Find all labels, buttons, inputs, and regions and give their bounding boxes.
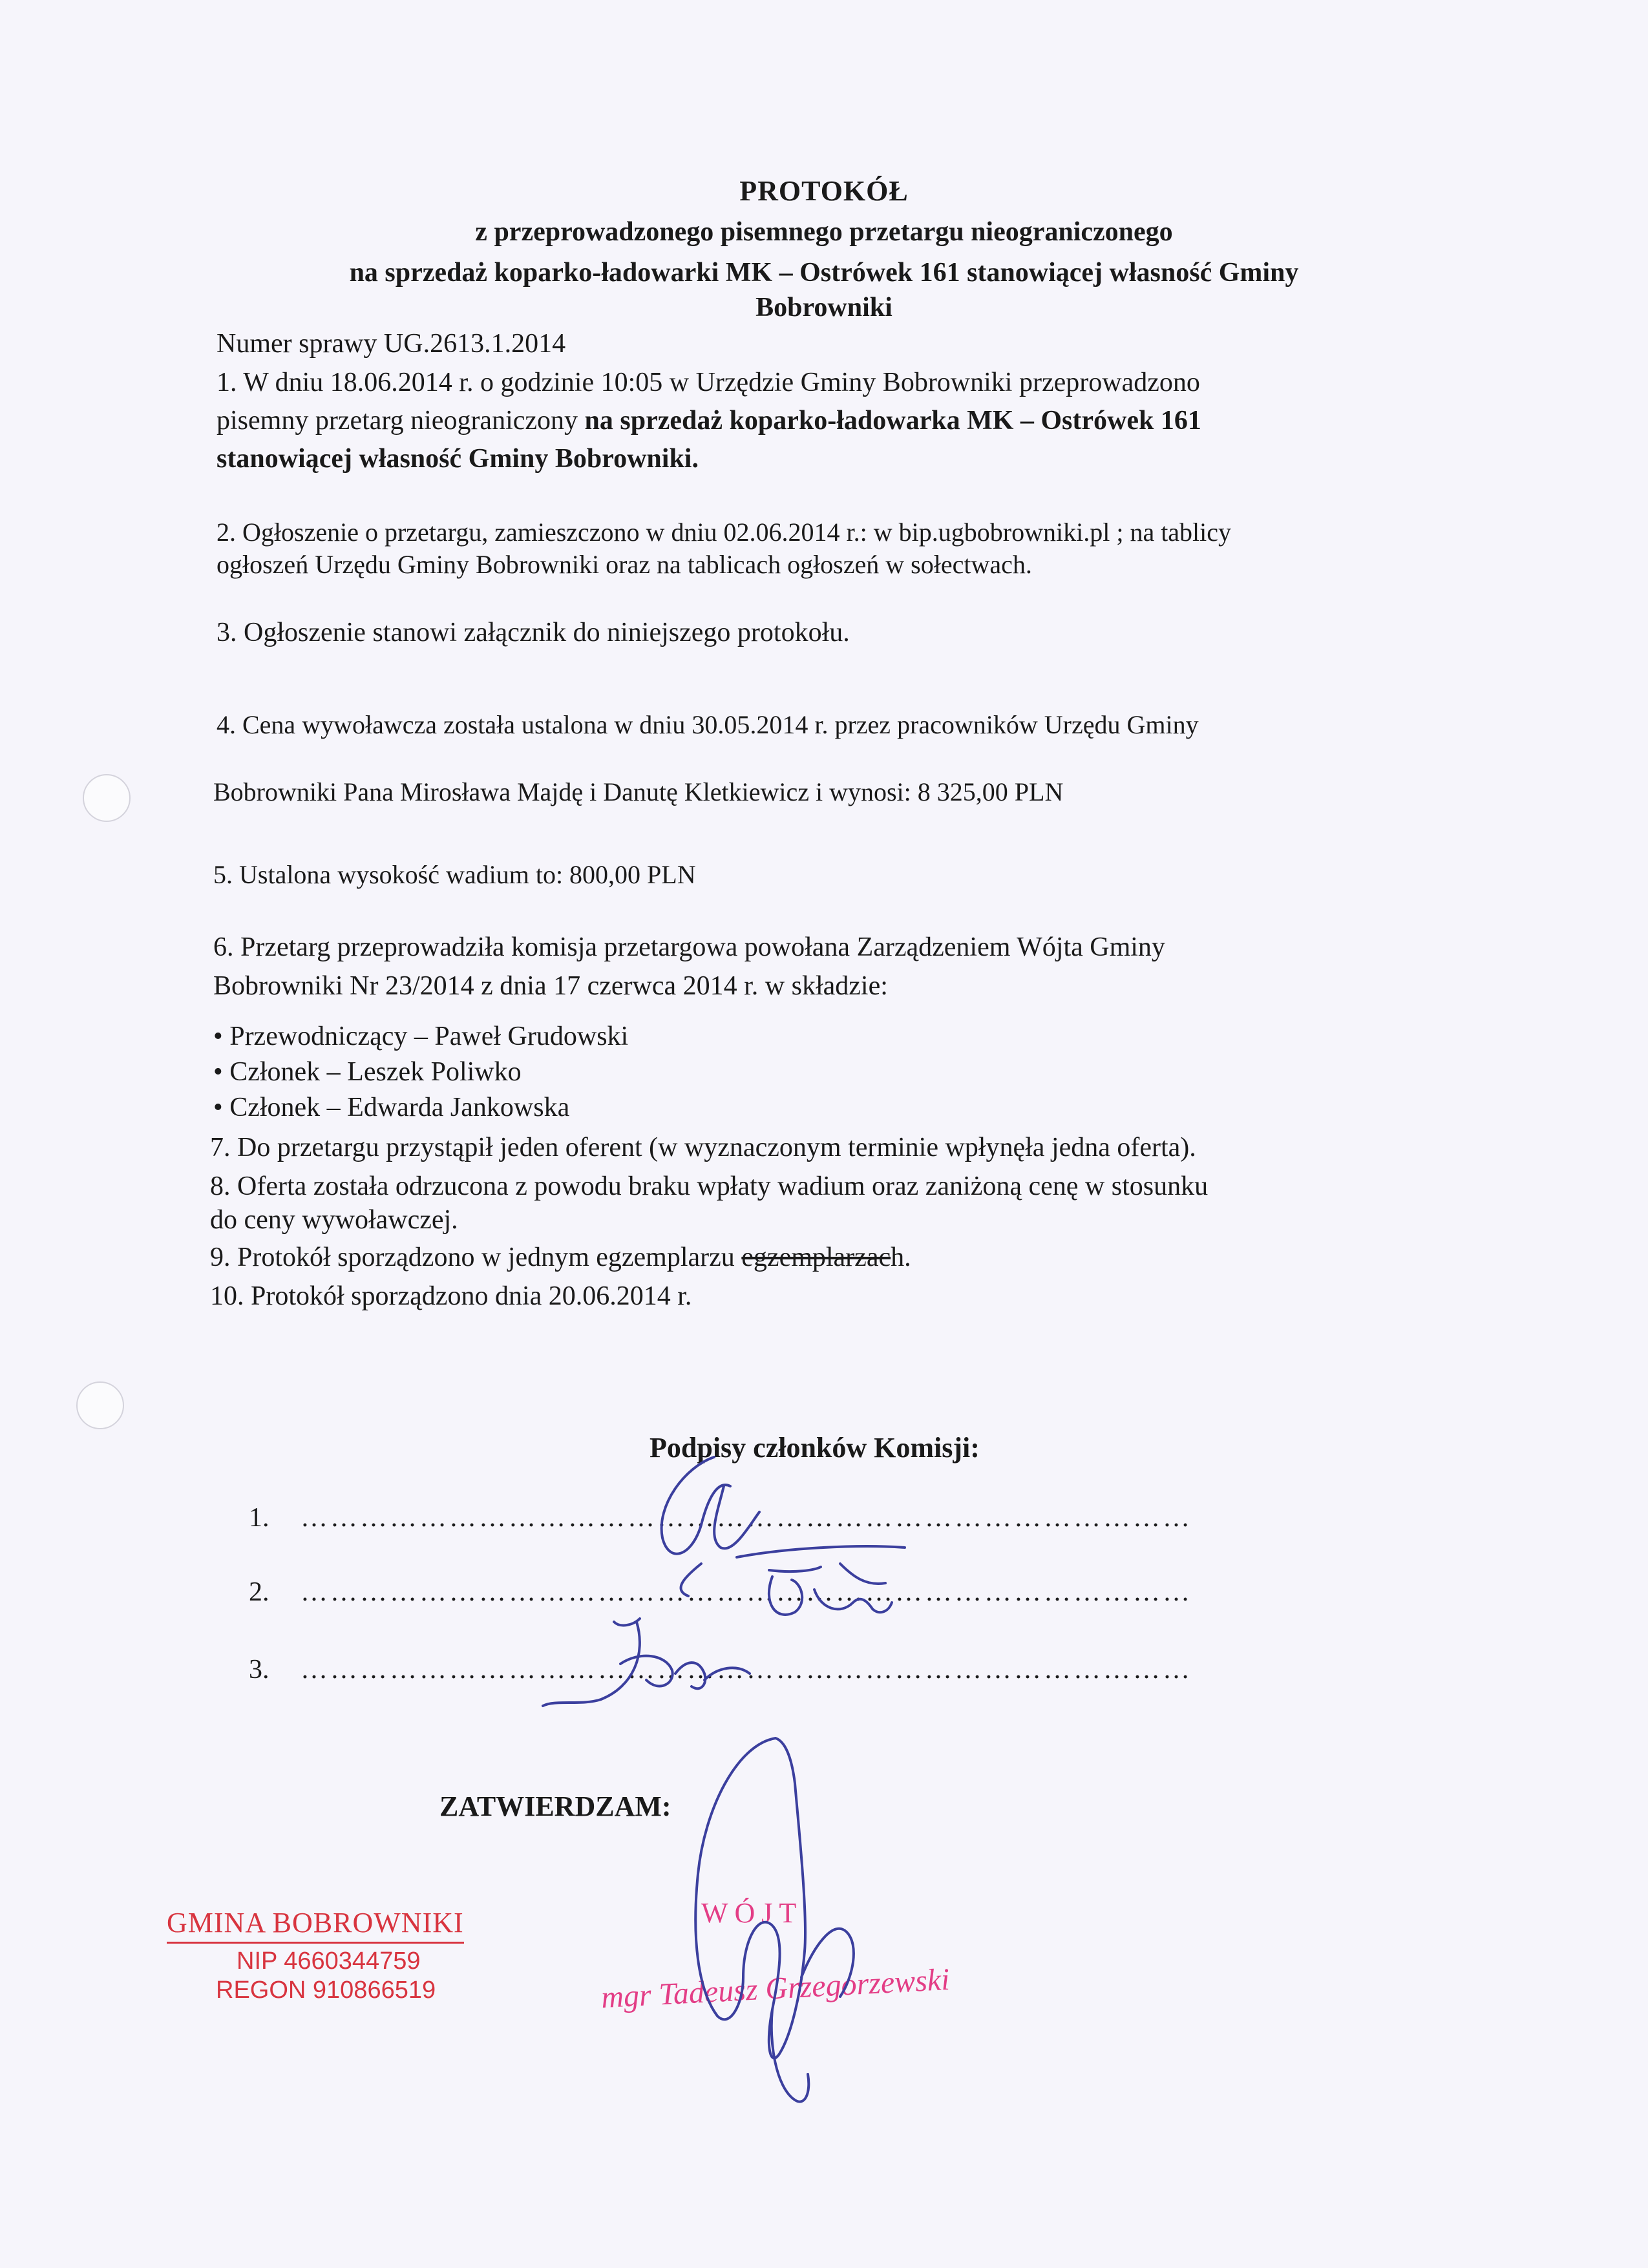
signature-line-2-number: 2. [249,1577,269,1607]
signature-line-3-dots: ……………………………………………………………………………… [301,1655,1192,1685]
item-9-struck-word: egzemplarzac [741,1243,891,1272]
item-8-line1: 8. Oferta została odrzucona z powodu braku wpłaty wadium oraz zaniżoną cenę w stosunku [210,1171,1209,1201]
member-2: • Członek – Leszek Poliwko [213,1057,522,1087]
stamp-regon: REGON 910866519 [216,1977,436,2004]
signature-line-2-dots: ……………………………………………………………………………… [301,1577,1192,1607]
item-1-line2-bold: na sprzedaż koparko-ładowarka MK – Ostrówek 161 [584,406,1201,436]
signature-3 [543,1619,750,1706]
mayor-stamp-name: mgr Tadeusz Grzegorzewski [600,1962,951,2015]
item-5: 5. Ustalona wysokość wadium to: 800,00 PLN [213,860,696,889]
stamp-nip: NIP 4660344759 [237,1948,421,1975]
item-1-line1: 1. W dniu 18.06.2014 r. o godzinie 10:05 w Urzędzie Gminy Bobrowniki przeprowadzono [217,368,1200,397]
item-10: 10. Protokół sporządzono dnia 20.06.2014 r. [210,1281,692,1311]
item-1-line2-text: pisemny przetarg nieograniczony [217,406,585,436]
item-3: 3. Ogłoszenie stanowi załącznik do niniejszego protokołu. [217,618,850,647]
item-6-line1: 6. Przetarg przeprowadziła komisja przetargowa powołana Zarządzeniem Wójta Gminy [213,932,1165,962]
signature-line-3-number: 3. [249,1655,269,1685]
mayor-signature [695,1738,854,2102]
stamp-municipality-name: GMINA BOBROWNIKI [167,1906,464,1944]
item-4-line2: Bobrowniki Pana Mirosława Majdę i Danutę Kletkiewicz i wynosi: 8 325,00 PLN [213,777,1064,806]
item-9-end: h. [891,1243,911,1272]
signature-line-1-dots: ……………………………………………………………………………… [301,1503,1192,1533]
item-7: 7. Do przetargu przystąpił jeden oferent (w wyznaczonym terminie wpłynęła jedna oferta). [210,1133,1196,1162]
item-2-line1: 2. Ogłoszenie o przetargu, zamieszczono w dniu 02.06.2014 r.: w bip.ugbobrowniki.pl ; na tablicy [217,518,1232,547]
document-subtitle-line3: Bobrowniki [755,293,893,322]
document-subtitle-line1: z przeprowadzonego pisemnego przetargu nieograniczonego [475,217,1173,247]
document-title: PROTOKÓŁ [739,175,909,207]
item-6-line2: Bobrowniki Nr 23/2014 z dnia 17 czerwca 2014 r. w składzie: [213,971,888,1001]
member-3: • Członek – Edwarda Jankowska [213,1093,570,1122]
signature-2 [737,1546,905,1615]
signature-1 [662,1457,759,1596]
mayor-stamp-title: WÓJT [701,1897,803,1929]
document-subtitle-line2: na sprzedaż koparko-ładowarki MK – Ostrówek 161 stanowiącej własność Gminy [349,258,1299,288]
approval-label: ZATWIERDZAM: [439,1790,671,1822]
signatures-heading: Podpisy członków Komisji: [650,1432,980,1464]
item-8-line2: do ceny wywoławczej. [210,1205,458,1235]
case-number: Numer sprawy UG.2613.1.2014 [217,329,566,359]
signature-line-1-number: 1. [249,1503,269,1533]
item-9-text: 9. Protokół sporządzono w jednym egzemplarzu [210,1243,742,1272]
item-2-line2: ogłoszeń Urzędu Gminy Bobrowniki oraz na tablicach ogłoszeń w sołectwach. [217,550,1032,579]
item-1-line3-bold: stanowiącej własność Gminy Bobrowniki. [217,444,699,474]
item-4-line1: 4. Cena wywoławcza została ustalona w dniu 30.05.2014 r. przez pracowników Urzędu Gminy [217,710,1199,739]
member-1: • Przewodniczący – Paweł Grudowski [213,1022,629,1051]
